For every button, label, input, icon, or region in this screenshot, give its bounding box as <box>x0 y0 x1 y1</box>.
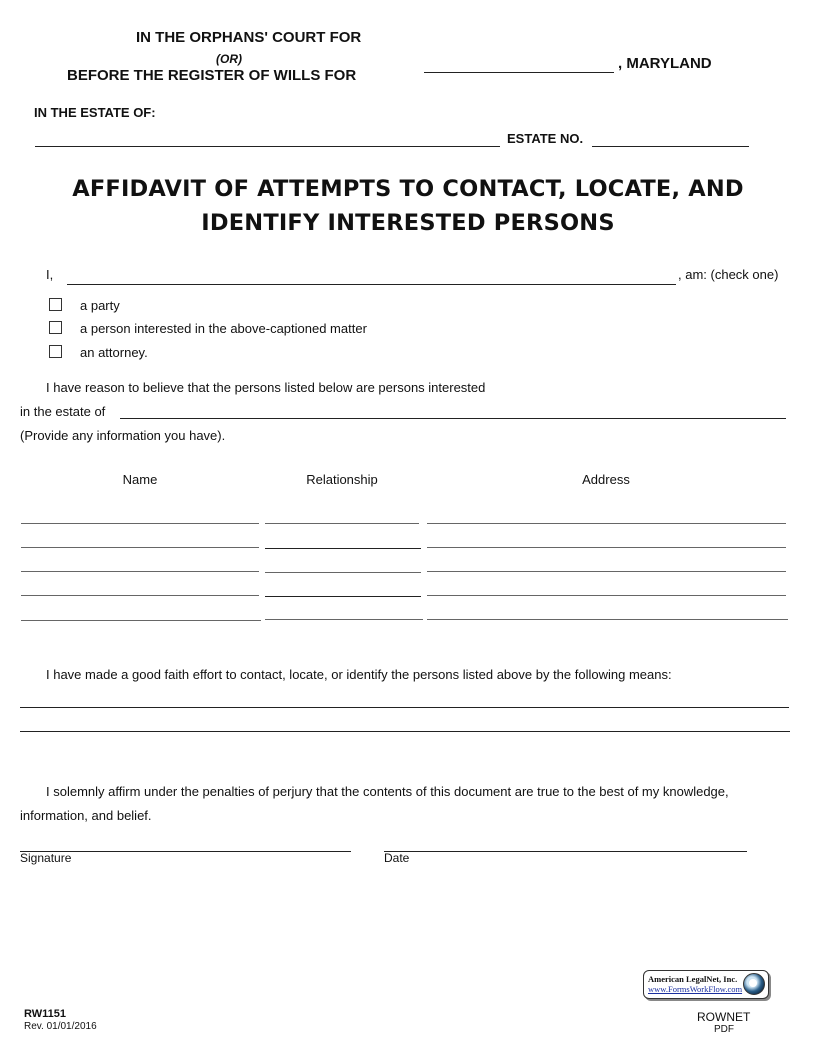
provide-info-note: (Provide any information you have). <box>20 428 226 443</box>
row5-address-field[interactable] <box>427 619 788 620</box>
state-suffix: , MARYLAND <box>618 55 712 72</box>
revision-date: Rev. 01/01/2016 <box>24 1021 97 1032</box>
form-id: RW1151 <box>24 1008 66 1020</box>
court-line: IN THE ORPHANS' COURT FOR <box>136 29 362 46</box>
row1-relationship-field[interactable] <box>265 523 419 524</box>
estate-of-inline-label: in the estate of <box>20 404 106 419</box>
affirmation-line1: I solemnly affirm under the penalties of perjury that the contents of this document are true to the best of my knowledge, <box>46 784 729 799</box>
option-party-label: a party <box>80 298 120 313</box>
declarant-suffix: , am: (check one) <box>678 267 779 282</box>
row3-relationship-field[interactable] <box>265 572 421 573</box>
logo-company-name: American LegalNet, Inc. <box>648 974 738 984</box>
county-field[interactable] <box>424 72 614 73</box>
or-line: (OR) <box>216 52 242 66</box>
efforts-line-1[interactable] <box>20 707 789 708</box>
checkbox-interested-person[interactable] <box>49 321 62 334</box>
row5-relationship-field[interactable] <box>265 619 423 620</box>
option-attorney-label: an attorney. <box>80 345 148 360</box>
row2-relationship-field[interactable] <box>265 548 421 549</box>
american-legalnet-logo[interactable] <box>643 970 769 999</box>
estate-of-label: IN THE ESTATE OF: <box>34 105 156 120</box>
checkbox-attorney[interactable] <box>49 345 62 358</box>
row1-name-field[interactable] <box>21 523 259 524</box>
estate-no-field[interactable] <box>592 146 749 147</box>
efforts-line-2[interactable] <box>20 731 790 732</box>
column-header-name: Name <box>122 472 158 487</box>
declarant-prefix: I, <box>46 267 54 282</box>
row4-relationship-field[interactable] <box>265 596 421 597</box>
option-interested-person-label: a person interested in the above-captioned matter <box>80 321 367 336</box>
date-field[interactable] <box>384 851 747 852</box>
date-label: Date <box>384 851 410 865</box>
register-line: BEFORE THE REGISTER OF WILLS FOR <box>67 67 357 84</box>
row2-name-field[interactable] <box>21 547 259 548</box>
pdf-label: PDF <box>714 1024 734 1035</box>
estate-name-field[interactable] <box>35 146 500 147</box>
rownet-label: ROWNET <box>697 1010 751 1024</box>
declarant-name-field[interactable] <box>67 284 676 285</box>
document-title-line1: AFFIDAVIT OF ATTEMPTS TO CONTACT, LOCATE, AND <box>72 176 744 202</box>
belief-estate-field[interactable] <box>120 418 786 419</box>
row3-name-field[interactable] <box>21 571 259 572</box>
document-title-line2: IDENTIFY INTERESTED PERSONS <box>201 210 615 236</box>
row1-address-field[interactable] <box>427 523 786 524</box>
globe-icon <box>743 973 765 995</box>
belief-sentence: I have reason to believe that the persons listed below are persons interested <box>46 380 486 395</box>
efforts-sentence: I have made a good faith effort to contact, locate, or identify the persons listed above by the following means: <box>46 667 672 682</box>
row2-address-field[interactable] <box>427 547 786 548</box>
checkbox-party[interactable] <box>49 298 62 311</box>
row4-name-field[interactable] <box>21 595 259 596</box>
row4-address-field[interactable] <box>427 595 786 596</box>
column-header-relationship: Relationship <box>306 472 378 487</box>
logo-website-link[interactable]: www.FormsWorkFlow.com <box>648 984 743 994</box>
row3-address-field[interactable] <box>427 571 786 572</box>
affirmation-line2: information, and belief. <box>20 808 152 823</box>
signature-label: Signature <box>20 851 72 865</box>
row5-name-field[interactable] <box>21 620 261 621</box>
estate-no-label: ESTATE NO. <box>507 131 584 146</box>
column-header-address: Address <box>582 472 630 487</box>
